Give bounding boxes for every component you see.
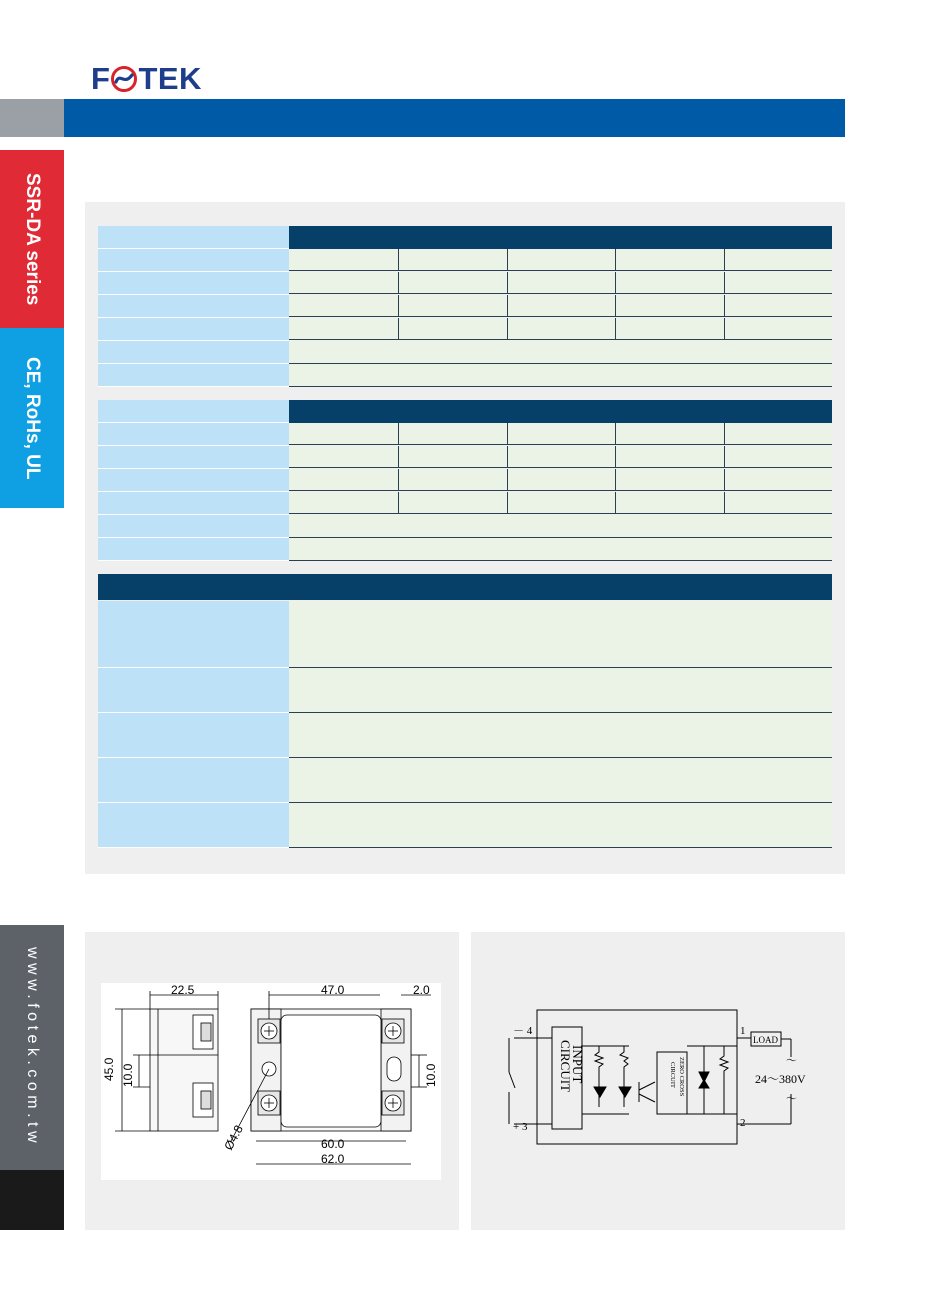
table-cell xyxy=(724,469,832,491)
table-row xyxy=(98,713,832,736)
table-cell xyxy=(398,492,507,514)
row-label xyxy=(98,226,289,249)
voltage-label: 24～380V xyxy=(755,1072,806,1086)
logo-text-left: F xyxy=(91,61,111,96)
table-cell xyxy=(289,623,832,646)
table-cell xyxy=(615,318,724,340)
series-label: SSR-DA series xyxy=(22,172,43,306)
side-tab-website[interactable] xyxy=(0,925,64,1170)
table-row xyxy=(98,400,832,423)
logo-emblem-icon xyxy=(111,66,137,92)
terminal-4-label: － 4 xyxy=(513,1025,533,1037)
row-label xyxy=(98,645,289,668)
table-cell xyxy=(289,318,398,340)
table-row xyxy=(98,295,832,318)
table-row xyxy=(98,226,832,249)
ac-symbol-bottom: ～ xyxy=(786,1093,797,1105)
table-cell xyxy=(724,272,832,294)
dim-45-0: 45.0 xyxy=(102,1057,116,1081)
table-cell xyxy=(724,423,832,445)
table-row xyxy=(98,272,832,295)
table-row xyxy=(98,492,832,515)
table-cell xyxy=(289,249,398,271)
table-cell xyxy=(724,295,832,317)
table-cell xyxy=(507,295,615,317)
table-cell xyxy=(615,272,724,294)
table-cell xyxy=(289,446,398,468)
table-cell xyxy=(289,713,832,736)
ac-symbol-top: ～ xyxy=(786,1055,797,1067)
table-cell xyxy=(398,272,507,294)
table-row xyxy=(98,515,832,538)
table-cell xyxy=(289,803,832,826)
row-label xyxy=(98,272,289,295)
terminal-2-label: 2 xyxy=(740,1117,746,1129)
table-cell xyxy=(507,469,615,491)
dim-10-0-left: 10.0 xyxy=(121,1063,135,1087)
table-cell xyxy=(724,249,832,271)
row-label xyxy=(98,423,289,446)
table-cell xyxy=(398,423,507,445)
table-row xyxy=(98,364,832,387)
table-cell xyxy=(398,446,507,468)
table-cell xyxy=(289,780,832,803)
table-header xyxy=(289,400,832,423)
table-cell xyxy=(289,469,398,491)
table-row xyxy=(98,469,832,492)
dim-diameter-4-8: Ø4.8 xyxy=(221,1122,246,1153)
table-row xyxy=(98,690,832,713)
logo-text-right: TEK xyxy=(138,61,202,96)
table-cell xyxy=(289,515,832,538)
row-label xyxy=(98,668,289,691)
dimension-drawing xyxy=(101,983,441,1180)
input-label: INPUT xyxy=(570,1045,585,1084)
table-cell xyxy=(724,492,832,514)
table-cell xyxy=(289,341,832,364)
fotek-logo xyxy=(91,62,202,96)
table-cell xyxy=(724,446,832,468)
table-cell xyxy=(398,249,507,271)
table-row xyxy=(98,780,832,803)
row-label xyxy=(98,249,289,272)
table-cell xyxy=(289,690,832,713)
table-cell xyxy=(507,492,615,514)
table-cell xyxy=(615,492,724,514)
table-cell xyxy=(615,469,724,491)
table-cell xyxy=(289,492,398,514)
table-row xyxy=(98,668,832,691)
table-row xyxy=(98,446,832,469)
row-label xyxy=(98,825,289,848)
table-row xyxy=(98,318,832,341)
row-label xyxy=(98,364,289,387)
table-cell xyxy=(507,318,615,340)
table-cell xyxy=(507,423,615,445)
row-label xyxy=(98,318,289,341)
row-label xyxy=(98,623,289,646)
dim-62-0: 62.0 xyxy=(321,1152,345,1166)
row-label xyxy=(98,341,289,364)
header-title-bar xyxy=(64,99,845,137)
table-cell xyxy=(398,469,507,491)
header-gray-block xyxy=(0,99,64,137)
table-cell xyxy=(289,645,832,668)
dimension-drawing-svg xyxy=(101,983,441,1180)
terminal-1-label: 1 xyxy=(740,1025,746,1037)
dim-60-0: 60.0 xyxy=(321,1137,345,1151)
row-label xyxy=(98,446,289,469)
table-cell xyxy=(398,295,507,317)
website-link[interactable]: www.fotek.com.tw xyxy=(24,947,41,1148)
table-cell xyxy=(289,668,832,691)
dim-47-0: 47.0 xyxy=(321,983,345,997)
dim-22-5: 22.5 xyxy=(171,983,195,997)
table-header xyxy=(289,226,832,249)
table-row xyxy=(98,249,832,272)
side-tab-series xyxy=(0,150,64,328)
row-label xyxy=(98,735,289,758)
table-cell xyxy=(289,601,832,624)
table-row xyxy=(98,645,832,668)
table-cell xyxy=(289,538,832,561)
row-label xyxy=(98,713,289,736)
table-row xyxy=(98,803,832,826)
side-tab-certifications xyxy=(0,328,64,508)
table-cell xyxy=(289,758,832,781)
table-row xyxy=(98,735,832,758)
row-label xyxy=(98,492,289,515)
table-row xyxy=(98,601,832,624)
row-label xyxy=(98,538,289,561)
terminal-3-label: + 3 xyxy=(513,1121,528,1133)
table-cell xyxy=(398,318,507,340)
table-cell xyxy=(289,272,398,294)
dim-10-0-right: 10.0 xyxy=(424,1063,438,1087)
table-cell xyxy=(724,318,832,340)
table-cell xyxy=(615,446,724,468)
row-label xyxy=(98,690,289,713)
row-label xyxy=(98,601,289,624)
table-row xyxy=(98,623,832,646)
table-cell xyxy=(507,272,615,294)
row-label xyxy=(98,803,289,826)
row-label xyxy=(98,400,289,423)
table-row xyxy=(98,423,832,446)
table-cell xyxy=(289,825,832,848)
dim-2-0: 2.0 xyxy=(413,983,430,997)
input-circuit-label: CIRCUIT xyxy=(558,1040,573,1092)
table-cell xyxy=(289,735,832,758)
zero-cross-label: ZERO CROSS xyxy=(678,1057,685,1097)
row-label xyxy=(98,758,289,781)
table-cell xyxy=(289,423,398,445)
load-label: LOAD xyxy=(753,1035,778,1045)
table-row xyxy=(98,825,832,848)
table-cell xyxy=(289,295,398,317)
side-footer-block xyxy=(0,1170,64,1230)
wiring-diagram-svg xyxy=(499,1002,806,1152)
table-cell xyxy=(507,249,615,271)
table-cell xyxy=(615,423,724,445)
certifications-label: CE, RoHs, UL xyxy=(22,356,43,480)
table-cell xyxy=(615,249,724,271)
zero-cross-circuit-label: CIRCUIT xyxy=(669,1062,676,1088)
table-cell xyxy=(507,446,615,468)
table-row xyxy=(98,758,832,781)
row-label xyxy=(98,295,289,318)
row-label xyxy=(98,515,289,538)
row-label xyxy=(98,469,289,492)
wiring-diagram xyxy=(499,1002,806,1152)
table-row xyxy=(98,341,832,364)
row-label xyxy=(98,780,289,803)
table-header xyxy=(98,574,832,600)
table-cell xyxy=(615,295,724,317)
table-cell xyxy=(289,364,832,387)
table-row xyxy=(98,538,832,561)
